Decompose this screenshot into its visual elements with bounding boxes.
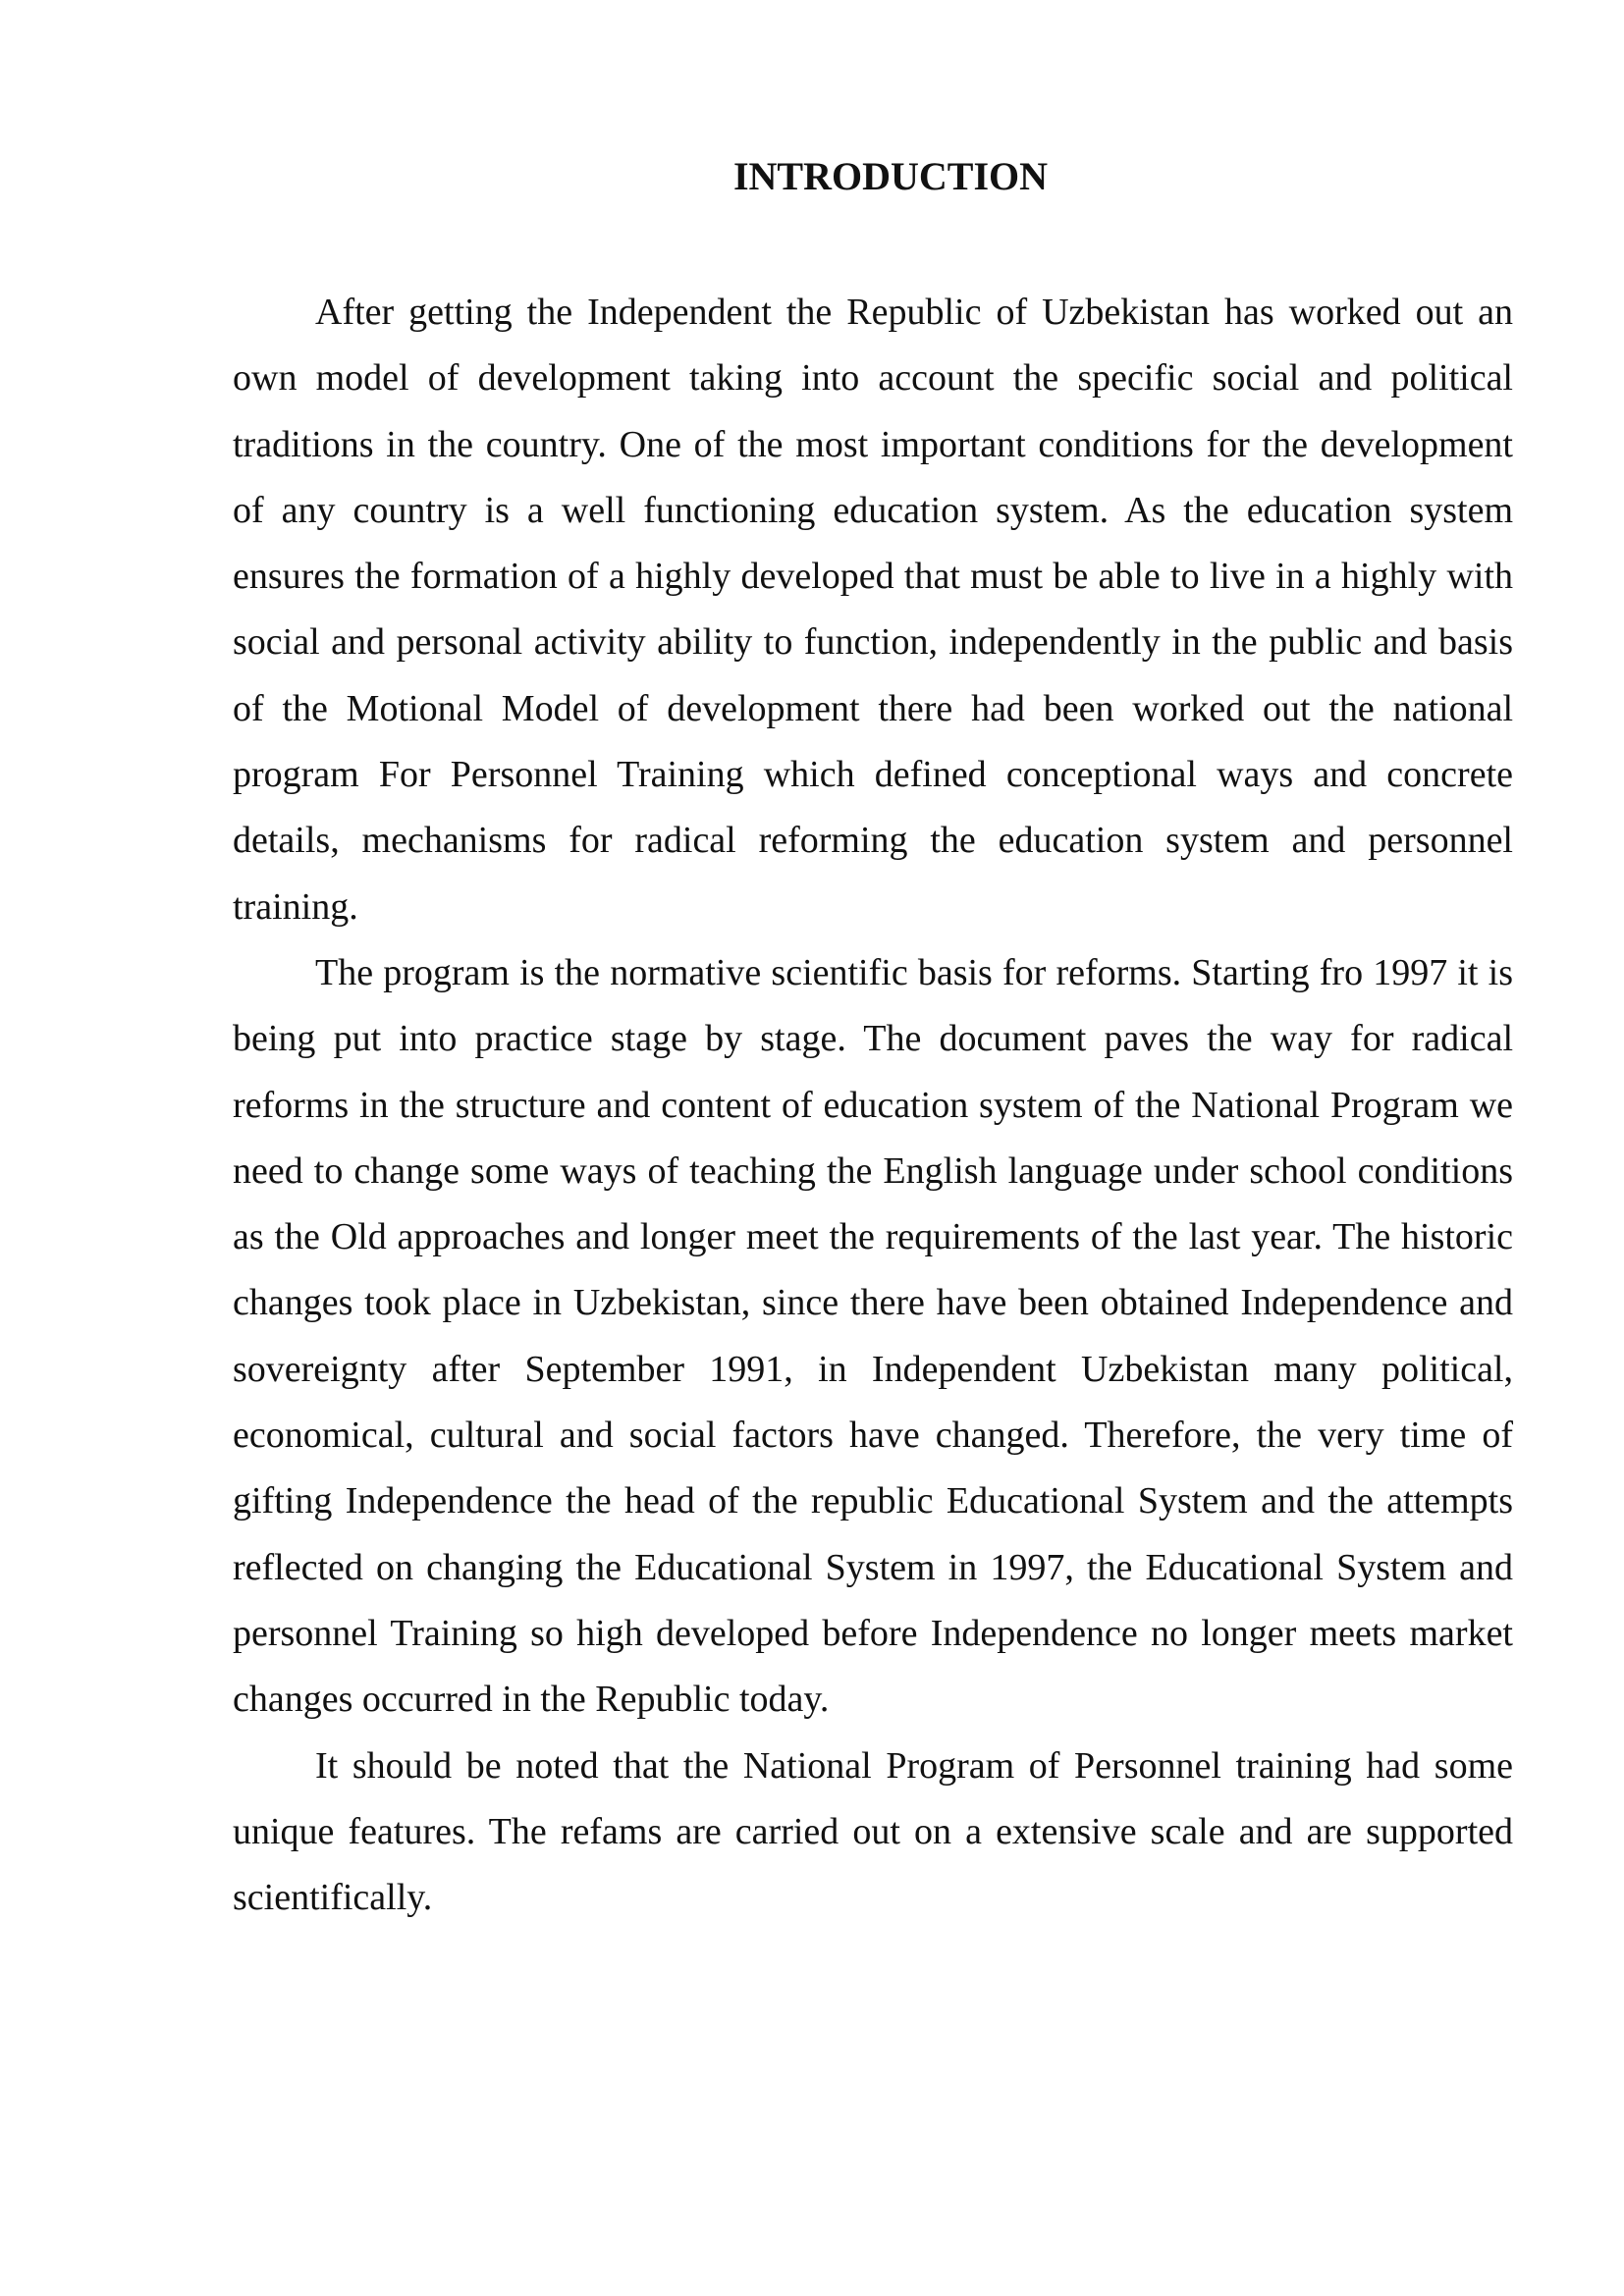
paragraph-2: The program is the normative scientific basis for reforms. Starting fro 1997 it is being put into practice stage by stage. The document paves the way for radical reforms in the structure and content of education system of the National Program we need to change some ways of teaching the English language under school conditions as the Old approaches and longer meet the requirements of the last year. The historic changes took place in Uzbekistan, since there have been obtained Independence and sovereignty after September 1991, in Independent Uzbekistan many political, economical, cultural and social factors have changed. Therefore, the very time of gifting Independence the head of the republic Educational System and the attempts reflected on changing the Educational System in 1997, the Educational System and personnel Training so high developed before Independence no longer meets market changes occurred in the Republic today. [233, 951, 1513, 1721]
paragraph-1: After getting the Independent the Republic of Uzbekistan has worked out an own model of development taking into account the specific social and political traditions in the country. One of the most important conditions for the development of any country is a well functioning education system. As the education system ensures the formation of a highly developed that must be able to live in a highly with social and personal activity ability to function, independently in the public and basis of the Motional Model of development there had been worked out the national program For Personnel Training which defined conceptional ways and concrete details, mechanisms for radical reforming the education system and personnel training. [233, 292, 1513, 928]
page-content [233, 147, 1513, 1931]
paragraph-3: It should be noted that the National Program of Personnel training had some unique features. The refams are carried out on a extensive scale and are supported scientifically. [233, 1744, 1513, 1919]
body-text [233, 280, 1513, 1931]
page-title: INTRODUCTION [732, 154, 1049, 198]
